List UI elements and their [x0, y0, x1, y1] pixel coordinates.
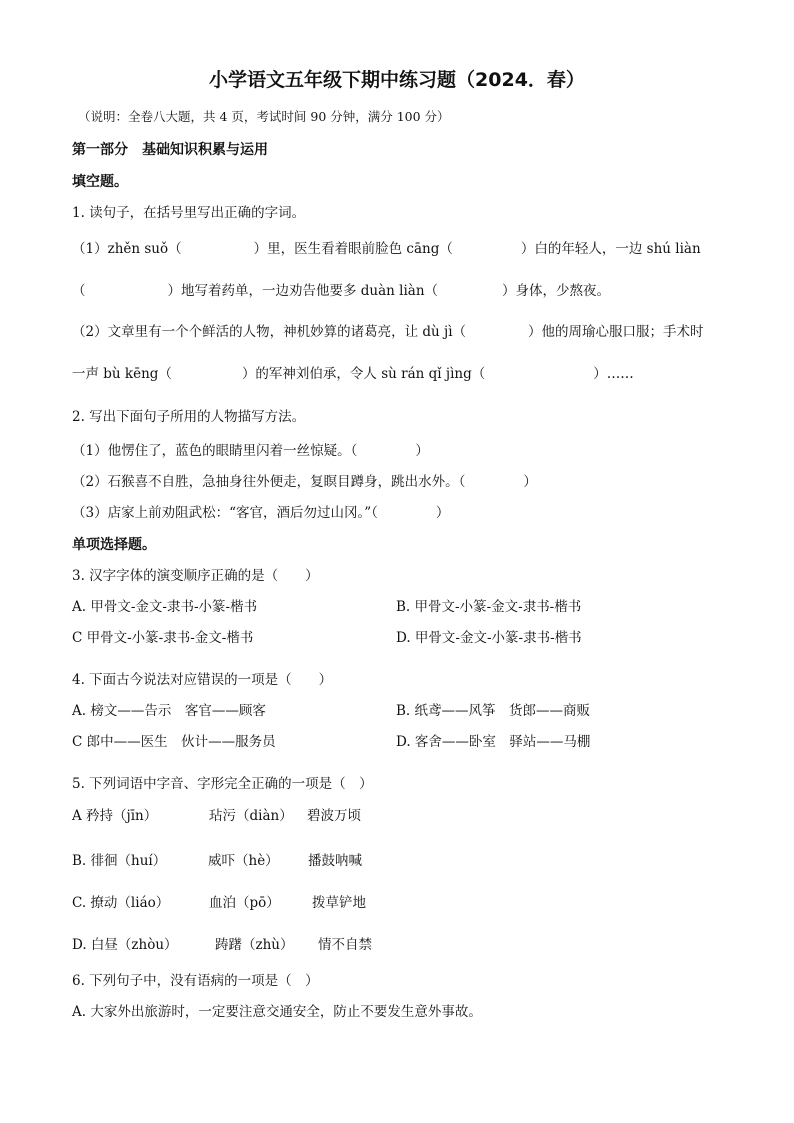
q2-s3-text: （3）店家上前劝阻武松：“客官，酒后勿过山冈。”（ — [72, 505, 378, 521]
q1-line-2 — [72, 281, 610, 301]
q2-s2-text: （2）石猴喜不自胜，急抽身往外便走，复瞑目蹲身，跳出水外。（ — [72, 474, 466, 490]
page-title: 小学语文五年级下期中练习题（2024．春） — [209, 69, 585, 91]
q5-option-b[interactable] — [72, 851, 362, 871]
q3-stem: 3. 汉字字体的演变顺序正确的是（ ） — [72, 568, 319, 584]
q5-b-word-3: 播鼓呐喊 — [308, 853, 362, 869]
q2-sentence-2 — [72, 472, 537, 492]
q4-option-b[interactable]: B. 纸鸢——风筝 货郎——商贩 — [396, 703, 591, 719]
q5-option-c[interactable] — [72, 893, 366, 913]
q1-l4-a: 一声 bù kēng（ — [72, 366, 172, 382]
q1-l2-a: （ — [72, 283, 86, 299]
q6-option-a[interactable]: A. 大家外出旅游时，一定要注意交通安全，防止不要发生意外事故。 — [72, 1004, 482, 1020]
q5-c-word-2: 血泊（pō） — [209, 895, 280, 911]
q1-l2-b: ）地写着药单，一边劝告他要多 duàn liàn（ — [167, 283, 439, 299]
q1-stem: 1. 读句子，在括号里写出正确的字词。 — [72, 205, 306, 221]
q5-c-word-3: 拨草铲地 — [312, 895, 366, 911]
q1-l3-b: ）他的周瑜心服口服；手术时 — [528, 324, 704, 340]
q1-l1-a: （1）zhěn suǒ（ — [72, 241, 182, 257]
q3-option-c[interactable]: C 甲骨文-小篆-隶书-金文-楷书 — [72, 630, 254, 646]
q5-d-word-1: D. 白昼（zhòu） — [72, 937, 178, 953]
q5-a-word-2: 玷污（diàn） — [209, 808, 293, 824]
q3-option-d[interactable]: D. 甲骨文-金文-小篆-隶书-楷书 — [396, 630, 582, 646]
q3-option-a[interactable]: A. 甲骨文-金文-隶书-小篆-楷书 — [72, 599, 258, 615]
q4-option-c[interactable]: C 郎中——医生 伙计——服务员 — [72, 734, 276, 750]
q2-sentence-3 — [72, 503, 449, 523]
part-one-heading: 第一部分 基础知识积累与运用 — [72, 142, 268, 158]
q1-l1-b: ）里，医生看着眼前脸色 cāng（ — [253, 241, 453, 257]
q5-a-word-1: A 矜持（jīn） — [72, 808, 158, 824]
multiple-choice-heading: 单项选择题。 — [72, 537, 156, 553]
q1-l3-a: （2）文章里有一个个鲜活的人物，神机妙算的诸葛亮，让 dù jì（ — [72, 324, 467, 340]
closing-paren: ） — [415, 443, 429, 459]
q5-b-word-1: B. 徘徊（huí） — [72, 853, 167, 869]
q5-d-word-2: 踌躇（zhù） — [215, 937, 294, 953]
q4-stem: 4. 下面古今说法对应错误的一项是（ ） — [72, 672, 333, 688]
exam-instructions: （说明：全卷八大题，共 4 页，考试时间 90 分钟，满分 100 分） — [78, 109, 450, 124]
q2-s1-text: （1）他愣住了，蓝色的眼睛里闪着一丝惊疑。（ — [72, 443, 358, 459]
q6-stem: 6. 下列句子中，没有语病的一项是（ ） — [72, 973, 319, 989]
q4-option-d[interactable]: D. 客舍——卧室 驿站——马棚 — [396, 734, 591, 750]
q2-sentence-1 — [72, 441, 429, 461]
closing-paren: ） — [523, 474, 537, 490]
fill-blank-heading: 填空题。 — [72, 174, 128, 190]
q3-option-b[interactable]: B. 甲骨文-小篆-金文-隶书-楷书 — [396, 599, 582, 615]
q5-option-a[interactable] — [72, 806, 361, 826]
closing-paren: ） — [435, 505, 450, 521]
q1-line-3 — [72, 322, 704, 342]
q1-l1-c: ）白的年轻人，一边 shú liàn — [520, 241, 701, 257]
q5-c-word-1: C. 撩动（liáo） — [72, 895, 170, 911]
q1-line-4 — [72, 364, 634, 384]
q5-a-word-3: 碧波万顷 — [307, 808, 361, 824]
q5-d-word-3: 情不自禁 — [318, 937, 372, 953]
q5-stem: 5. 下列词语中字音、字形完全正确的一项是（ ） — [72, 776, 373, 792]
q2-stem: 2. 写出下面句子所用的人物描写方法。 — [72, 409, 306, 425]
q1-line-1 — [72, 239, 701, 259]
q5-b-word-2: 威吓（hè） — [208, 853, 279, 869]
q1-l2-c: ）身体，少熬夜。 — [502, 283, 611, 299]
q1-l4-c: ）…… — [593, 366, 634, 382]
q1-l4-b: ）的军神刘伯承，令人 sù rán qǐ jìng（ — [241, 366, 486, 382]
q4-option-a[interactable]: A. 榜文——告示 客官——顾客 — [72, 703, 266, 719]
q5-option-d[interactable] — [72, 935, 372, 955]
